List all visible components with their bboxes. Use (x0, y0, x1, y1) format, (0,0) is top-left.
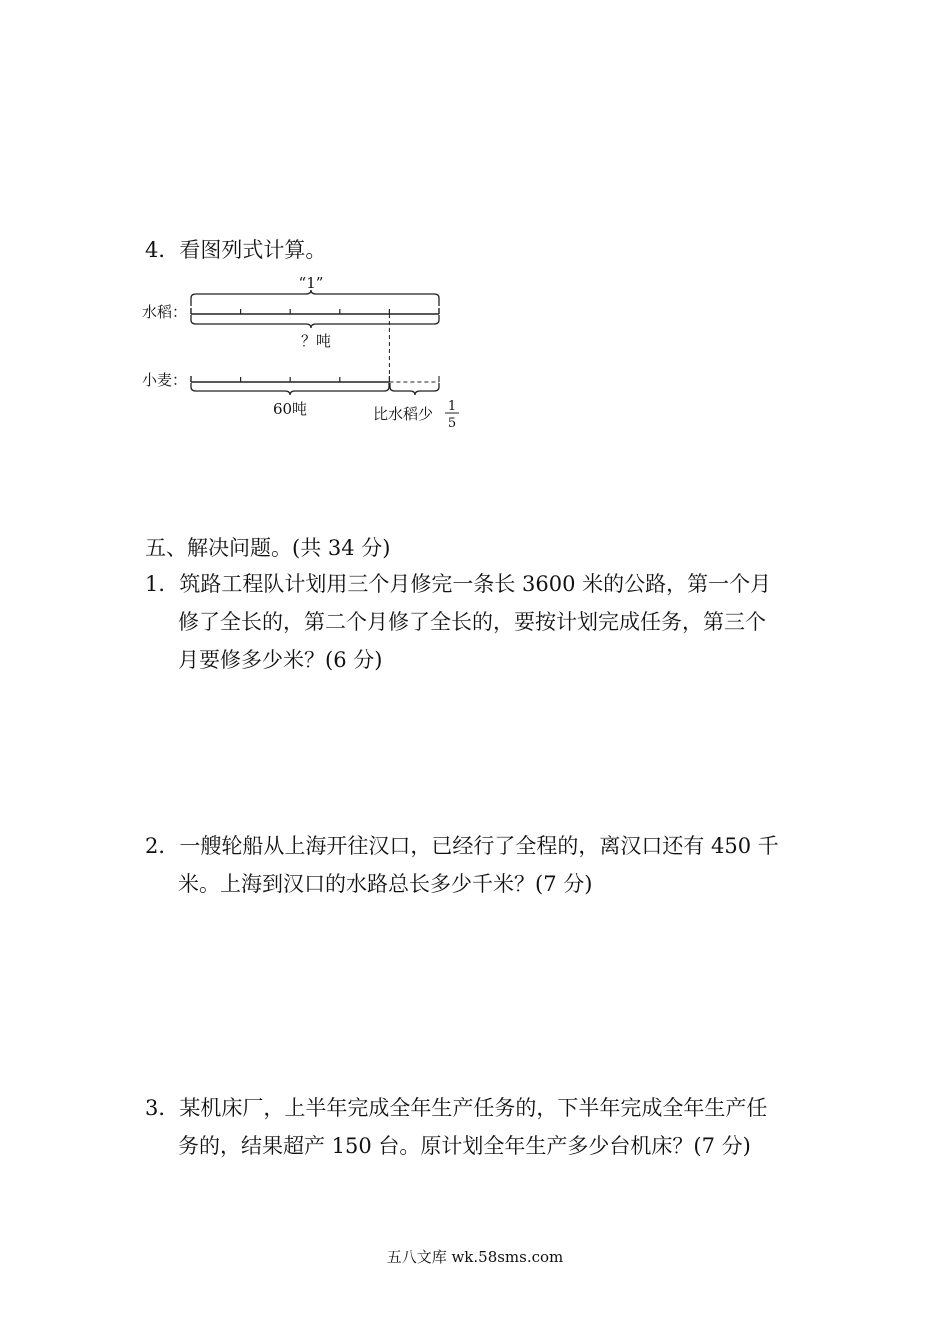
rice-bottom-brace (191, 315, 439, 328)
problem-2-line-1: 2．一艘轮船从上海开往汉口，已经行了全程的，离汉口还有 450 千 (145, 834, 779, 858)
wheat-amount-label: 60吨 (272, 400, 308, 418)
diff-label: 比水稻少 (373, 405, 434, 423)
rice-bar (191, 308, 439, 314)
fraction-denominator: 5 (447, 416, 457, 431)
page-footer: 五八文库 wk.58sms.com (386, 1248, 564, 1266)
q4-heading: 4．看图列式计算。 (145, 238, 327, 262)
top-brace-label: “1” (298, 274, 324, 292)
diff-brace (390, 383, 439, 395)
section-title: 五、解决问题。(共 34 分) (145, 536, 391, 560)
top-brace (191, 290, 439, 306)
problem-1-line-3: 月要修多少米？(6 分) (178, 648, 383, 672)
wheat-label: 小麦： (142, 371, 188, 389)
segment-diagram (130, 268, 470, 438)
rice-unknown-label: ？吨 (300, 332, 332, 350)
problem-1-line-2: 修了全长的，第二个月修了全长的，要按计划完成任务，第三个 (178, 610, 766, 634)
problem-3-line-2: 务的，结果超产 150 台。原计划全年生产多少台机床？(7 分) (178, 1134, 751, 1158)
rice-label: 水稻： (142, 303, 188, 321)
problem-1-line-1: 1．筑路工程队计划用三个月修完一条长 3600 米的公路，第一个月 (145, 572, 772, 596)
wheat-amount-brace (191, 383, 389, 395)
problem-3-line-1: 3．某机床厂，上半年完成全年生产任务的，下半年完成全年生产任 (145, 1096, 768, 1120)
fraction-numerator: 1 (447, 399, 457, 414)
problem-2-line-2: 米。上海到汉口的水路总长多少千米？(7 分) (178, 872, 593, 896)
wheat-bar (191, 376, 439, 382)
